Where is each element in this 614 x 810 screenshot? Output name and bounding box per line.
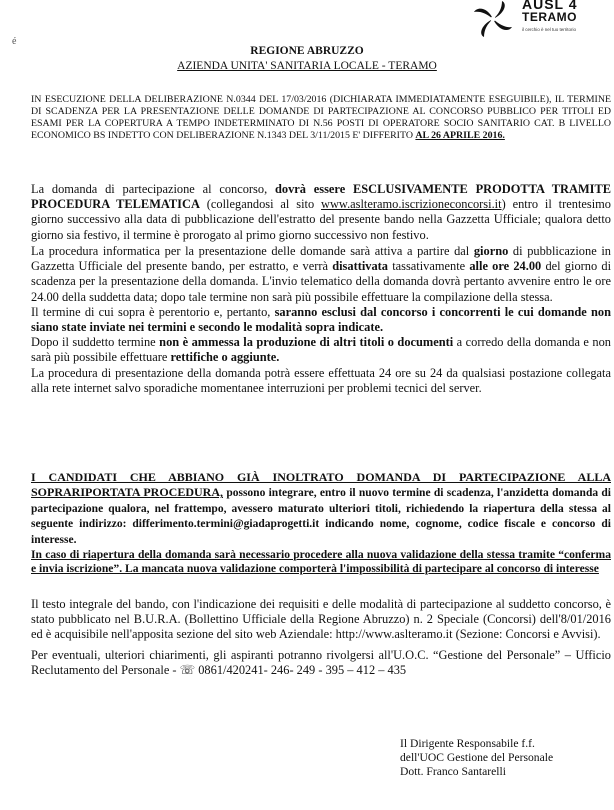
paragraph-bando: Il testo integrale del bando, con l'indicazione dei requisiti e delle modalità di partecipazione al suddetto concorso, è stato pubblicato nel B.U.R.A. (Bollettino Ufficiale della Regione Abruzzo) n. 2 Speciale (Concorsi) dell'8/01/2016 ed è acquisibile nell'apposita sezione del sito web Aziendale: http://www.aslteramo.it (Sezione: Concorsi e Avvisi). <box>31 597 611 642</box>
p4 <box>31 335 611 365</box>
p7-text: Per eventuali, ulteriori chiarimenti, gli aspiranti potranno rivolgersi all'U.O.C. “Gestione del Personale” – Ufficio Reclutamento del Personale - <box>31 648 611 678</box>
paragraph-contacts <box>31 648 611 678</box>
logo-line-2: TERAMO <box>522 10 577 24</box>
p3-b: saranno esclusi dal concorso i concorrenti le cui domande non siano state inviate nei termini e secondo le modalità sopra indicate. <box>31 304 611 335</box>
intro-date: AL 26 APRILE 2016. <box>415 130 505 141</box>
notice-validation: In caso di riapertura della domanda sarà necessario procedere alla nuova validazione della stessa tramite “conferma e invia iscrizione”. La mancata nuova validazione comporterà l'impossibilità di partecipare al concorso di interesse <box>31 547 611 575</box>
notice-rest: possono integrare, entro il nuovo termine di scadenza, l'anzidetta domanda di partecipazione qualora, nel frattempo, avessero maturato ulteriori titoli, richiedendo la riapertura della stessa al seguente indirizzo: <box>31 487 611 531</box>
signature-role: Il Dirigente Responsabile f.f. <box>400 737 535 750</box>
p2-e: tassativamente <box>387 259 470 274</box>
p2-g: del giorno di scadenza per la presentazione della domanda. L'invio telematico della domanda dovrà pertanto avvenire entro le ore 24.00 della suddetta data; dopo tale termine non sarà più possibile effettuare la compilazione della stessa. <box>31 259 612 304</box>
p2-c: di pubblicazione in Gazzetta Ufficiale del presente bando, per estratto, e verrà <box>31 244 611 274</box>
phone-icon: ☏ <box>179 663 196 678</box>
region-title: REGIONE ABRUZZO <box>250 45 364 57</box>
agency-subtitle: AZIENDA UNITA' SANITARIA LOCALE - TERAMO <box>177 60 437 72</box>
notice-caps: I CANDIDATI CHE ABBIANO GIÀ INOLTRATO DOMANDA DI PARTECIPAZIONE ALLA SOPRARIPORTATA PROCEDURA, <box>31 470 611 500</box>
p5: La procedura di presentazione della domanda potrà essere effettuata 24 ore su 24 da qualsiasi postazione collegata alla rete internet salvo sporadiche momentanee interruzioni per problemi tecnici del server. <box>31 365 611 395</box>
p1-text-d: ) entro il trentesimo giorno successivo alla data di pubblicazione dell'estratto del presente bando nella Gazzetta Ufficiale; qualora detto giorno sia festivo, il termine è prorogato al primo giorno successivo non festivo. <box>31 197 611 242</box>
signature-name: Dott. Franco Santarelli <box>400 765 506 778</box>
logo-tagline: il cerchio è nel tuo territorio <box>522 27 577 32</box>
site-link[interactable]: www.aslteramo.iscrizioneconcorsi.it <box>321 197 502 212</box>
p3 <box>31 305 611 335</box>
signature-block <box>400 737 610 779</box>
p2 <box>31 244 611 305</box>
notice-email[interactable]: differimento.termini@giadaprogetti.it <box>132 518 320 531</box>
p2-b: giorno <box>473 244 509 258</box>
paragraph-procedure <box>31 244 611 396</box>
p2-f: alle ore 24.00 <box>469 259 542 274</box>
p1-text-a: La domanda di partecipazione al concorso, <box>31 182 275 196</box>
p3-a: Il termine di cui sopra è perentorio e, pertanto, <box>31 304 275 319</box>
p4-a: Dopo il suddetto termine <box>31 335 160 350</box>
logo-line-1: AUSL 4 <box>522 0 578 12</box>
p2-d: disattivata <box>332 259 388 274</box>
notice-rest2: indicando nome, cognome, codice fiscale e concorso di interesse. <box>31 518 611 546</box>
ausl-logo <box>470 0 614 38</box>
p4-b: non è ammessa la produzione di altri titoli o documenti <box>159 335 454 350</box>
signature-office: dell'UOC Gestione del Personale <box>400 751 554 764</box>
p2-a: La procedura informatica per la presentazione delle domande sarà attiva a partire dal <box>31 244 474 258</box>
p4-d: rettifiche o aggiunte. <box>170 350 280 365</box>
p1-text-c: (collegandosi al sito <box>199 197 322 212</box>
notice-block <box>31 470 611 576</box>
paragraph-submission <box>31 182 611 243</box>
margin-mark: é <box>12 36 17 47</box>
phone-numbers: 0861/420241- 246- 249 - 395 – 412 – 435 <box>195 663 407 678</box>
p1-emphasis: dovrà essere ESCLUSIVAMENTE PRODOTTA TRAMITE PROCEDURA TELEMATICA <box>31 182 611 212</box>
intro-text: IN ESECUZIONE DELLA DELIBERAZIONE N.0344 DEL 17/03/2016 (DICHIARATA IMMEDIATAMENTE ESEGUIBILE), IL TERMINE DI SCADENZA PER LA PRESENTAZIONE DELLE DOMANDE DI PARTECIPAZIONE AL CONCORSO PUBBLICO PER TITOLI ED ESAMI PER LA COPERTURA A TEMPO INDETERMINATO DI N.56 POSTI DI OPERATORE SOCIO SANITARIO CAT. B LIVELLO ECONOMICO BS INDETTO CON DELIBERAZIONE N.1343 DEL 3/11/2015 E' DIFFERITO <box>31 94 611 141</box>
p4-c: a corredo della domanda e non sarà più possibile effettuare <box>31 335 611 365</box>
logo-swirl-icon <box>470 0 516 38</box>
intro-paragraph <box>31 94 611 142</box>
